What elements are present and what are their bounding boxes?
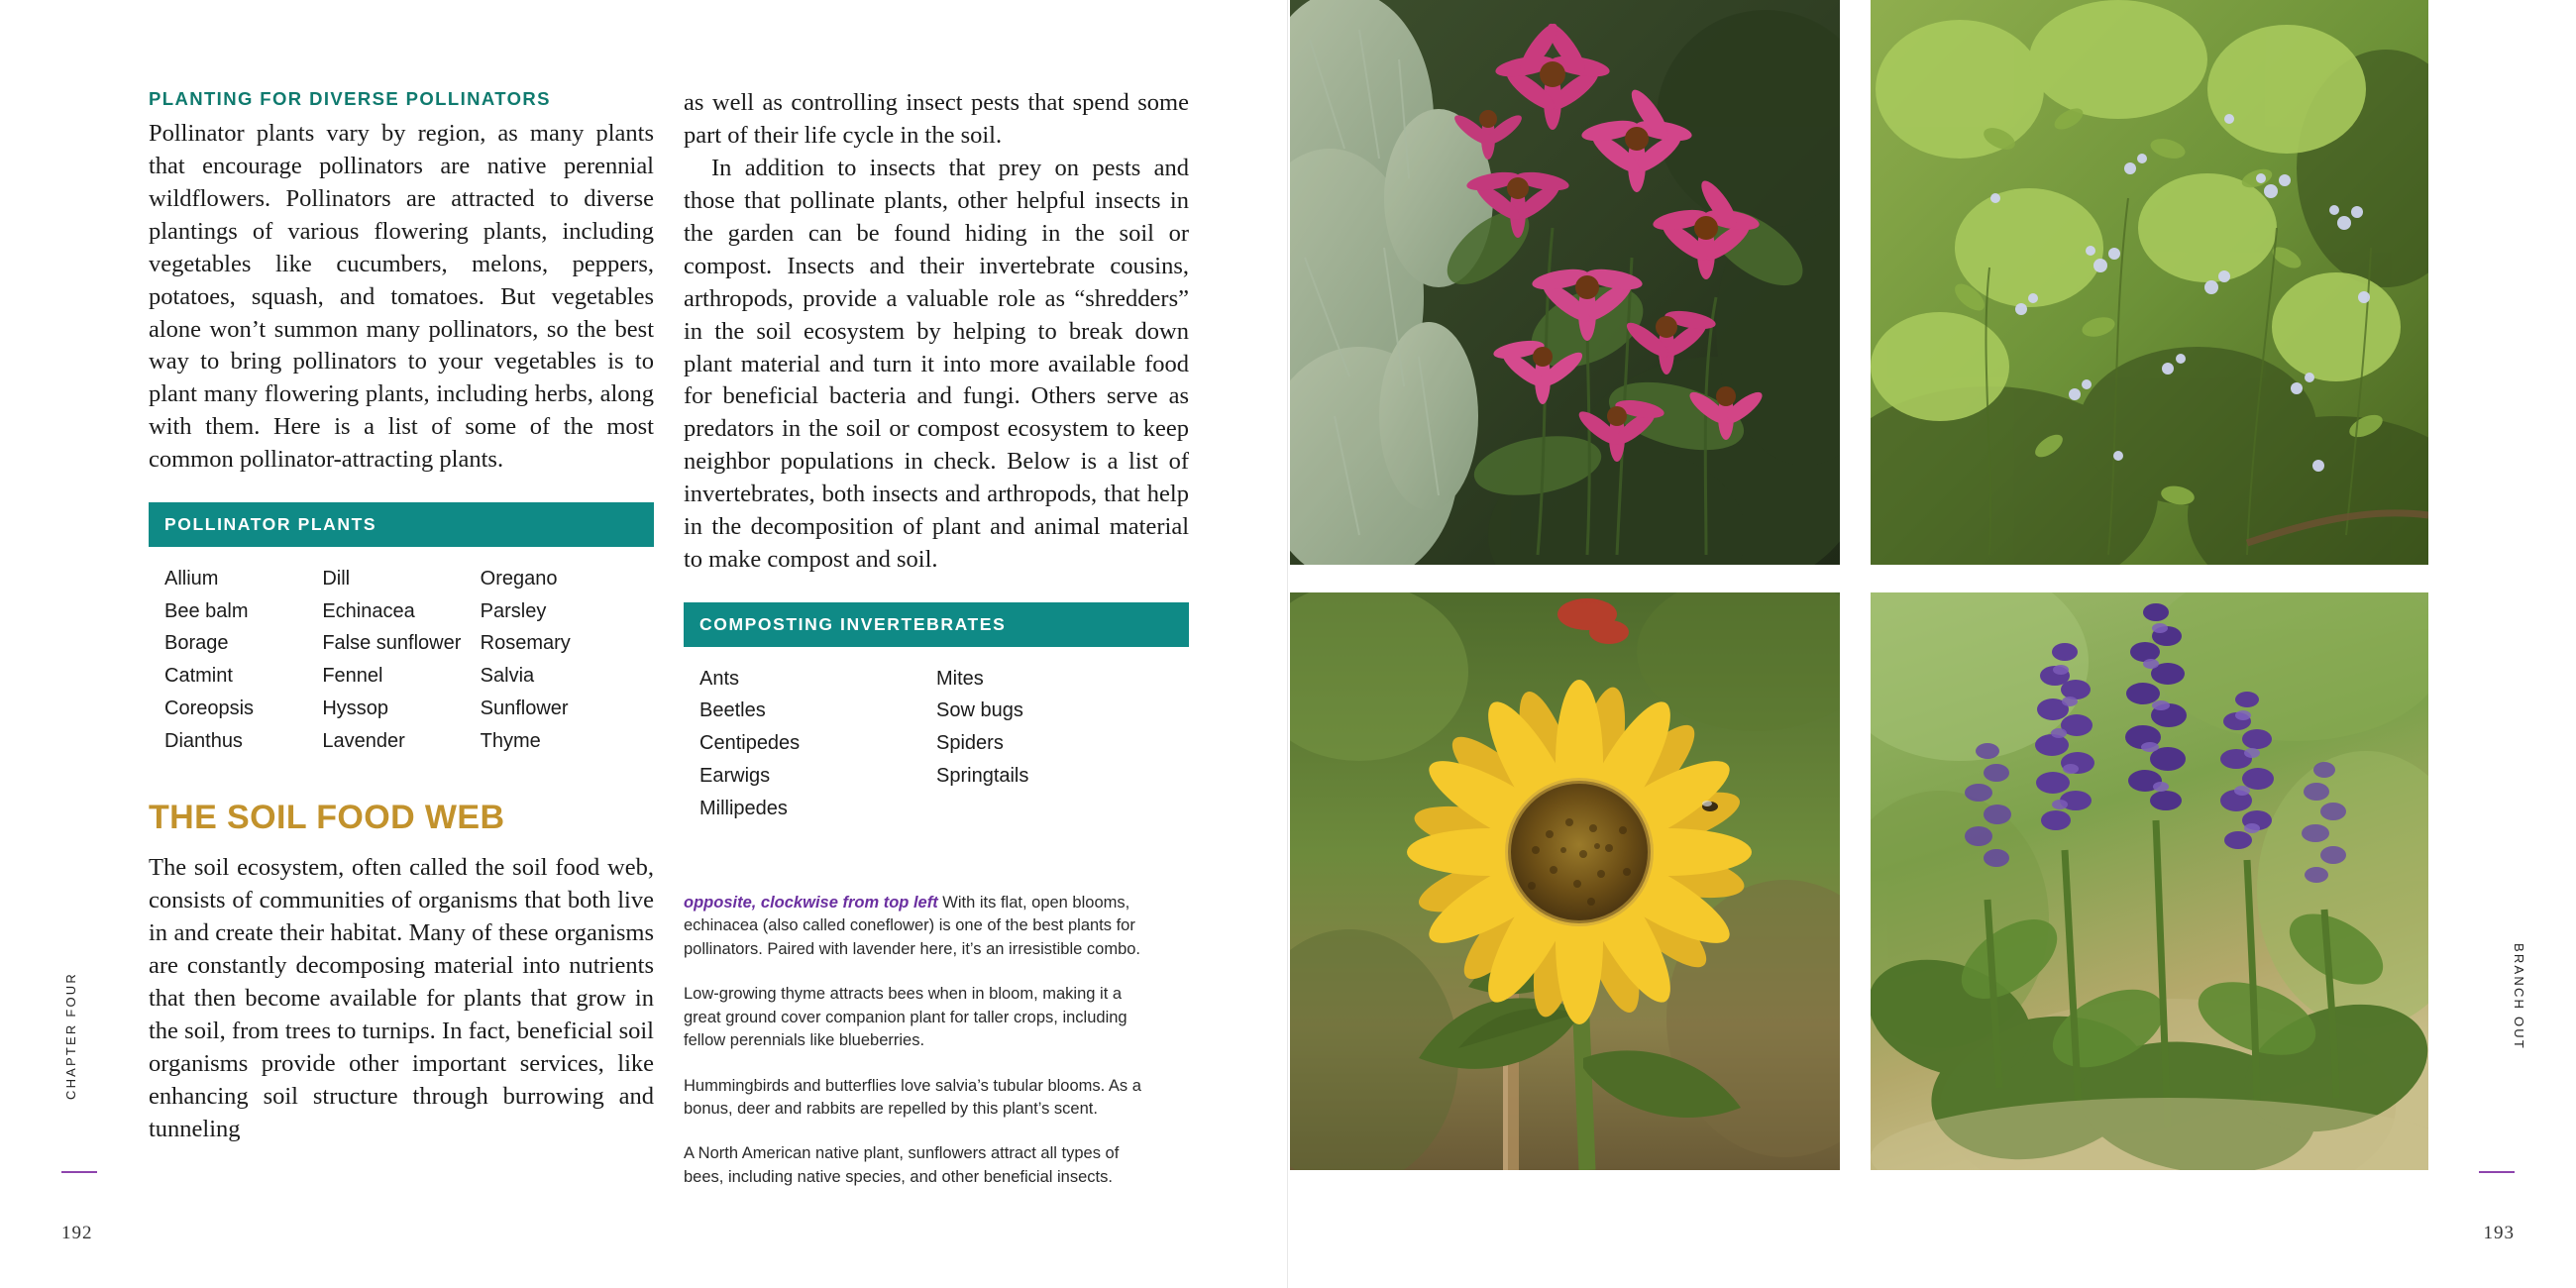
side-rule-left (61, 1171, 97, 1173)
list-item: Dill (322, 567, 351, 590)
list-item: Dianthus (164, 729, 243, 752)
list-item: Ants (699, 667, 740, 690)
list-item: Mites (936, 667, 984, 690)
caption-echinacea (684, 892, 1149, 961)
side-rule-right (2479, 1171, 2515, 1173)
list-item: Allium (164, 567, 219, 590)
running-head-right: BRANCH OUT (2512, 943, 2526, 1050)
list-item: Millipedes (699, 797, 788, 819)
folio-right: 193 (2483, 1223, 2515, 1243)
pollinator-plants-column-2 (322, 563, 480, 758)
pollinator-plants-column-3 (481, 563, 638, 758)
kicker-planting-for-diverse-pollinators: PLANTING FOR DIVERSE POLLINATORS (149, 88, 551, 109)
caption-lead-in: opposite, clockwise from top left (684, 894, 938, 912)
section-title-soil-food-web: THE SOIL FOOD WEB (149, 798, 505, 836)
composting-invertebrates-box-body (684, 647, 1189, 829)
list-item: Earwigs (699, 764, 771, 787)
list-item: Springtails (936, 764, 1029, 787)
list-item: Rosemary (480, 632, 571, 655)
composting-invertebrates-box (684, 602, 1189, 829)
list-item: Coreopsis (164, 697, 255, 719)
caption-thyme: Low-growing thyme attracts bees when in bloom, making it a great ground cover companion plant for taller crops, including fellow perennials like blueberries. (684, 985, 1127, 1050)
pollinator-plants-box-body (149, 547, 654, 762)
list-item: Catmint (164, 665, 233, 688)
pollinator-plants-box-header: POLLINATOR PLANTS (149, 502, 654, 547)
echinacea-with-lavender-photo (1290, 0, 1840, 565)
list-item: Bee balm (164, 599, 249, 622)
pollinator-plants-column-1 (164, 563, 322, 758)
list-item: Sow bugs (936, 699, 1023, 722)
paragraph-helpful-insects: In addition to insects that prey on pests and those that pollinate plants, other helpful insects in the garden can be found hiding in the soil or compost. Insects and their invertebrate cousins, arthropods, provide a valuable role as “shredders” in the soil ecosystem by helping to break down plant material and turn it into more available food for beneficial bacteria and fungi. Others serve as predators in the soil or compost ecosystem to keep neighbor populations in check. Below is a list of invertebrates, both insects and arthropods, that help in the decomposition of plant and animal material to make compost and soil. (684, 154, 1189, 574)
running-head-left: CHAPTER FOUR (63, 972, 78, 1100)
composting-invertebrates-box-header: COMPOSTING INVERTEBRATES (684, 602, 1189, 647)
list-item: Echinacea (322, 599, 415, 622)
thyme-in-bloom-photo (1871, 0, 2428, 565)
caption-echinacea-text: With its flat, open blooms, echinacea (also called coneflower) is one of the best plants for pollinators. Paired with lavender here, it’s an irresistible combo. (684, 894, 1141, 958)
list-item: Centipedes (699, 732, 801, 755)
composting-invertebrates-column-2 (936, 663, 1173, 825)
text-column-one (149, 87, 654, 1146)
caption-salvia: Hummingbirds and butterflies love salvia’s tubular blooms. As a bonus, deer and rabbits are repelled by this plant’s scent. (684, 1076, 1141, 1118)
list-item: Parsley (480, 599, 547, 622)
list-item: Thyme (480, 729, 541, 752)
text-column-two (684, 87, 1189, 829)
list-item: Borage (164, 632, 229, 655)
pollinator-plants-box (149, 502, 654, 761)
list-item: Lavender (322, 729, 405, 752)
list-item: Oregano (480, 567, 558, 590)
paragraph-soil-food-web: The soil ecosystem, often called the soil food web, consists of communities of organisms that both live in and create their habitat. Many of these organisms are constantly decomposing material into nutrients that then become available for plants that grow in the soil, from trees to turnips. In fact, beneficial soil organisms provide other important services, like enhancing soil structure through burrowing and tunneling (149, 854, 654, 1142)
list-item: Hyssop (322, 697, 389, 719)
paragraph-pollinator-plants: Pollinator plants vary by region, as many plants that encourage pollinators are native perennial wildflowers. Pollinators are attracted to diverse plantings of various flowering plants, including vegetables like cucumbers, melons, peppers, potatoes, squash, and tomatoes. But vegetables alone won’t summon many pollinators, so the best way to bring pollinators to your vegetables is to plant many flowering plants, including herbs, along with them. Here is a list of some of the most common pollinator-attracting plants. (149, 119, 654, 474)
paragraph-continued: as well as controlling insect pests that spend some part of their life cycle in the soil. (684, 89, 1189, 149)
salvia-photo (1871, 592, 2428, 1170)
composting-invertebrates-column-1 (699, 663, 936, 825)
caption-sunflower: A North American native plant, sunflowers attract all types of bees, including native species, and other beneficial insects. (684, 1144, 1120, 1186)
folio-left: 192 (61, 1223, 93, 1243)
photo-captions (684, 892, 1149, 1211)
list-item: False sunflower (322, 632, 462, 655)
list-item: Beetles (699, 699, 766, 722)
sunflower-photo (1290, 592, 1840, 1170)
list-item: Spiders (936, 732, 1004, 755)
list-item: Fennel (322, 665, 383, 688)
list-item: Salvia (480, 665, 535, 688)
list-item: Sunflower (480, 697, 569, 719)
